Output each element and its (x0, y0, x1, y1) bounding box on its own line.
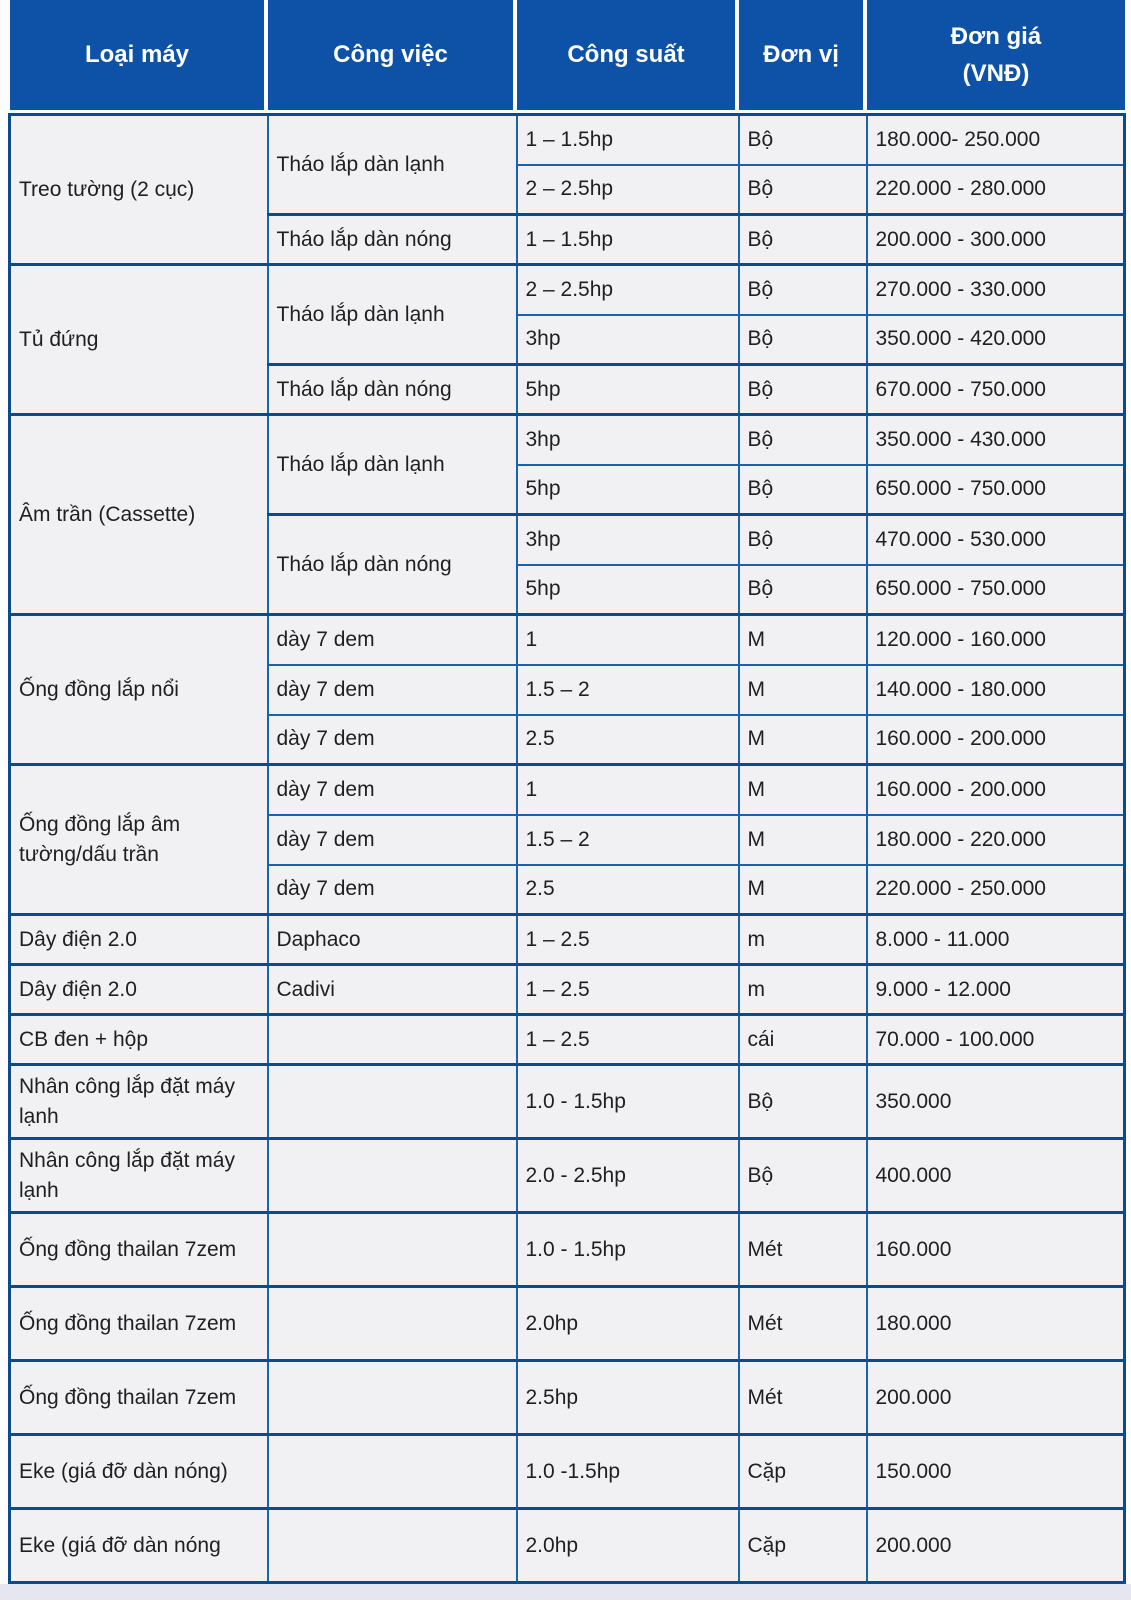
table-cell: 650.000 - 750.000 (867, 465, 1125, 515)
table-cell (268, 1435, 517, 1509)
table-cell: 200.000 (867, 1361, 1125, 1435)
table-cell: 180.000- 250.000 (867, 115, 1125, 165)
table-cell: CB đen + hộp (10, 1015, 268, 1065)
table-cell: 8.000 - 11.000 (867, 915, 1125, 965)
table-cell: 350.000 - 420.000 (867, 315, 1125, 365)
table-cell: 2.0 - 2.5hp (517, 1139, 739, 1213)
table-cell: 3hp (517, 315, 739, 365)
table-cell: Ống đồng thailan 7zem (10, 1361, 268, 1435)
table-cell: 9.000 - 12.000 (867, 965, 1125, 1015)
table-cell: 670.000 - 750.000 (867, 365, 1125, 415)
table-cell: 1.0 - 1.5hp (517, 1213, 739, 1287)
table-cell: 180.000 (867, 1287, 1125, 1361)
table-cell: 120.000 - 160.000 (867, 615, 1125, 665)
table-cell: Tháo lắp dàn nóng (268, 215, 517, 265)
column-header-cong-viec (268, 0, 513, 110)
table-cell: dày 7 dem (268, 665, 517, 715)
table-cell: 3hp (517, 415, 739, 465)
table-cell: Dây điện 2.0 (10, 915, 268, 965)
table-cell (268, 1139, 517, 1213)
table-cell: 5hp (517, 565, 739, 615)
table-cell: Nhân công lắp đặt máy lạnh (10, 1139, 268, 1213)
table-cell (268, 1361, 517, 1435)
table-cell: 1.5 – 2 (517, 665, 739, 715)
table-row (10, 1065, 1125, 1139)
column-header-label: Loại máy (84, 41, 190, 69)
table-cell: Bộ (739, 215, 867, 265)
table-cell: 650.000 - 750.000 (867, 565, 1125, 615)
table-cell: dày 7 dem (268, 615, 517, 665)
table-row (10, 265, 1125, 315)
table-cell: 1 – 2.5 (517, 965, 739, 1015)
table-cell: M (739, 715, 867, 765)
table-cell: dày 7 dem (268, 765, 517, 815)
table-cell: 200.000 - 300.000 (867, 215, 1125, 265)
table-cell: Âm trần (Cassette) (10, 415, 268, 615)
table-row (10, 1015, 1125, 1065)
table-cell: 150.000 (867, 1435, 1125, 1509)
table-cell: Bộ (739, 515, 867, 565)
table-cell: M (739, 765, 867, 815)
table-cell: dày 7 dem (268, 865, 517, 915)
table-cell: dày 7 dem (268, 815, 517, 865)
table-cell: Tháo lắp dàn lạnh (268, 415, 517, 515)
table-cell: 220.000 - 280.000 (867, 165, 1125, 215)
table-cell: 1 – 2.5 (517, 915, 739, 965)
table-cell: 2.5hp (517, 1361, 739, 1435)
table-cell: Bộ (739, 465, 867, 515)
table-cell: Cadivi (268, 965, 517, 1015)
table-cell: 70.000 - 100.000 (867, 1015, 1125, 1065)
table-row (10, 1361, 1125, 1435)
column-header-don-vi (739, 0, 863, 110)
table-cell: 140.000 - 180.000 (867, 665, 1125, 715)
table-cell: Bộ (739, 1065, 867, 1139)
table-row (10, 615, 1125, 665)
table-row (10, 115, 1125, 165)
table-cell: Tháo lắp dàn lạnh (268, 265, 517, 365)
table-cell (268, 1065, 517, 1139)
table-cell: m (739, 965, 867, 1015)
table-cell: Bộ (739, 115, 867, 165)
table-header-row (10, 0, 1125, 110)
table-cell: 5hp (517, 365, 739, 415)
table-cell: Daphaco (268, 915, 517, 965)
table-row (10, 1509, 1125, 1583)
table-cell (268, 1015, 517, 1065)
table-cell: 1 (517, 765, 739, 815)
table-cell: dày 7 dem (268, 715, 517, 765)
column-header-cong-suat (517, 0, 735, 110)
table-cell: Bộ (739, 365, 867, 415)
table-cell: Eke (giá đỡ dàn nóng (10, 1509, 268, 1583)
column-header-label: Công suất (567, 41, 685, 69)
column-header-label: Công việc (333, 41, 448, 69)
table-cell: 1.5 – 2 (517, 815, 739, 865)
column-header-loai-may (10, 0, 264, 110)
table-cell: cái (739, 1015, 867, 1065)
table-cell: M (739, 815, 867, 865)
table-cell: Bộ (739, 165, 867, 215)
table-cell: Tháo lắp dàn nóng (268, 515, 517, 615)
price-table (8, 113, 1126, 1584)
table-cell: 1.0 - 1.5hp (517, 1065, 739, 1139)
table-cell: Mét (739, 1361, 867, 1435)
table-cell: M (739, 615, 867, 665)
table-cell: 2.0hp (517, 1287, 739, 1361)
table-cell (268, 1213, 517, 1287)
table-cell: Treo tường (2 cục) (10, 115, 268, 265)
table-cell: 1 – 1.5hp (517, 115, 739, 165)
table-row (10, 1139, 1125, 1213)
table-cell: 160.000 - 200.000 (867, 715, 1125, 765)
table-cell: Bộ (739, 565, 867, 615)
table-cell: 2.5 (517, 715, 739, 765)
table-cell: Mét (739, 1213, 867, 1287)
table-cell: 1 – 1.5hp (517, 215, 739, 265)
table-cell: 3hp (517, 515, 739, 565)
table-cell: Cặp (739, 1509, 867, 1583)
table-row (10, 915, 1125, 965)
table-cell: Mét (739, 1287, 867, 1361)
table-cell: 180.000 - 220.000 (867, 815, 1125, 865)
table-cell: 1 – 2.5 (517, 1015, 739, 1065)
table-cell: Ống đồng thailan 7zem (10, 1287, 268, 1361)
column-header-label: Đơn vị (763, 41, 839, 69)
table-cell: Dây điện 2.0 (10, 965, 268, 1015)
table-row (10, 1435, 1125, 1509)
column-header-label: Đơn giá (VNĐ) (950, 22, 1042, 87)
table-cell: 200.000 (867, 1509, 1125, 1583)
table-cell (268, 1509, 517, 1583)
column-header-don-gia (867, 0, 1125, 110)
table-cell: 2.5 (517, 865, 739, 915)
table-cell: Bộ (739, 1139, 867, 1213)
table-cell: Bộ (739, 265, 867, 315)
table-cell: 160.000 - 200.000 (867, 765, 1125, 815)
table-cell: M (739, 665, 867, 715)
table-cell: 160.000 (867, 1213, 1125, 1287)
table-cell: 1.0 -1.5hp (517, 1435, 739, 1509)
table-row (10, 965, 1125, 1015)
table-cell: 2 – 2.5hp (517, 165, 739, 215)
table-cell: M (739, 865, 867, 915)
table-cell: 2.0hp (517, 1509, 739, 1583)
table-cell: Cặp (739, 1435, 867, 1509)
table-cell: Tủ đứng (10, 265, 268, 415)
table-cell: 220.000 - 250.000 (867, 865, 1125, 915)
table-cell: Tháo lắp dàn lạnh (268, 115, 517, 215)
table-cell: Eke (giá đỡ dàn nóng) (10, 1435, 268, 1509)
table-cell: Ống đồng lắp âm tường/dấu trần (10, 765, 268, 915)
table-row (10, 415, 1125, 465)
table-cell: 400.000 (867, 1139, 1125, 1213)
table-cell: 270.000 - 330.000 (867, 265, 1125, 315)
table-cell: Bộ (739, 315, 867, 365)
table-cell: Ống đồng thailan 7zem (10, 1213, 268, 1287)
table-cell: 1 (517, 615, 739, 665)
table-cell: 350.000 - 430.000 (867, 415, 1125, 465)
table-cell: Tháo lắp dàn nóng (268, 365, 517, 415)
table-row (10, 1213, 1125, 1287)
table-cell (268, 1287, 517, 1361)
table-cell: Bộ (739, 415, 867, 465)
table-row (10, 765, 1125, 815)
table-cell: Nhân công lắp đặt máy lạnh (10, 1065, 268, 1139)
table-cell: 350.000 (867, 1065, 1125, 1139)
table-cell: m (739, 915, 867, 965)
table-cell: Ống đồng lắp nổi (10, 615, 268, 765)
page-bottom-background (0, 1584, 1131, 1600)
table-cell: 470.000 - 530.000 (867, 515, 1125, 565)
table-cell: 5hp (517, 465, 739, 515)
table-row (10, 1287, 1125, 1361)
table-cell: 2 – 2.5hp (517, 265, 739, 315)
table-body (10, 115, 1125, 1583)
